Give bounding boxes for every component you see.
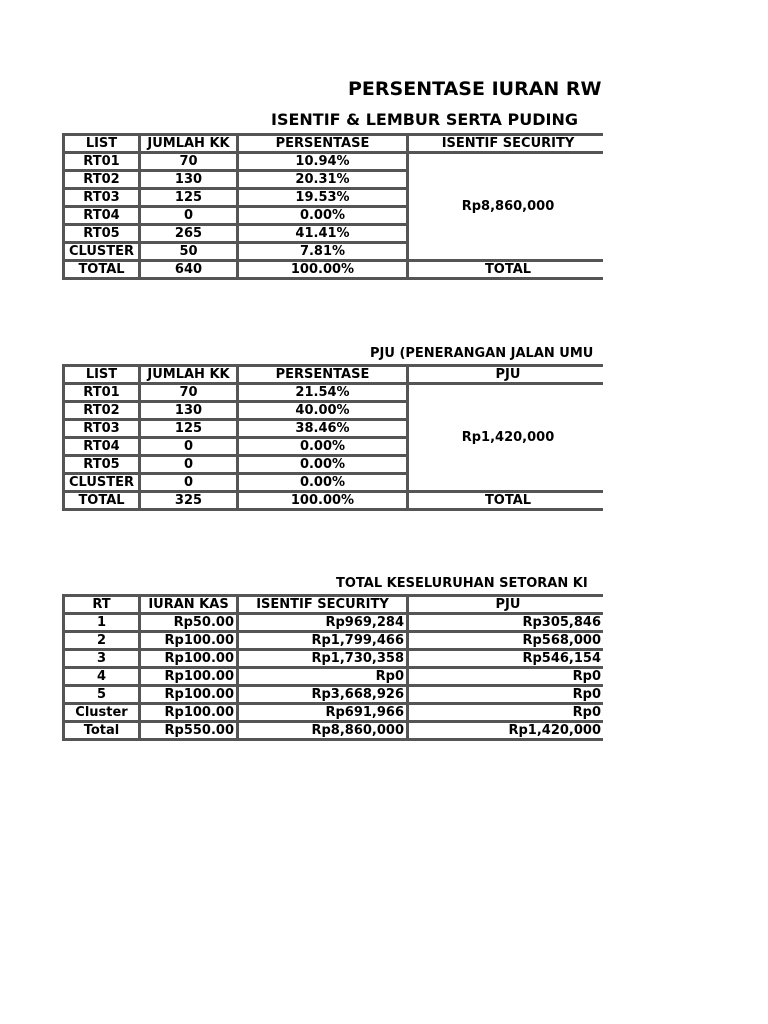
table-header-row [64,366,604,384]
list-cell: RT04 [64,438,140,456]
kk-cell: 130 [140,402,238,420]
pju-total-value: Rp1,420,000 [408,384,604,492]
isentif-cell: Rp1,730,358 [238,650,408,668]
isentif-security-table [62,133,603,280]
rt-cell: 5 [64,686,140,704]
header-cell: PERSENTASE [238,366,408,384]
iuran-kas-cell: Rp100.00 [140,686,238,704]
table-row [64,704,604,722]
table-total-row [64,722,604,740]
iuran-kas-cell: Rp100.00 [140,632,238,650]
list-cell: RT01 [64,153,140,171]
isentif-cell: Rp1,799,466 [238,632,408,650]
rt-cell: 1 [64,614,140,632]
header-cell: LIST [64,135,140,153]
kk-cell: 0 [140,438,238,456]
total-label: TOTAL [408,261,604,279]
pju-cell: Rp0 [408,686,604,704]
iuran-kas-cell: Rp50.00 [140,614,238,632]
list-cell: CLUSTER [64,243,140,261]
pju-cell: Rp0 [408,704,604,722]
total-percent: 100.00% [238,261,408,279]
rt-cell: 3 [64,650,140,668]
page-title: PERSENTASE IURAN RW [348,78,602,100]
percent-cell: 10.94% [238,153,408,171]
header-cell: PJU [408,596,604,614]
pju-table [62,364,603,511]
header-cell: PERSENTASE [238,135,408,153]
header-cell: IURAN KAS [140,596,238,614]
rt-cell: Cluster [64,704,140,722]
kk-cell: 125 [140,189,238,207]
header-cell: ISENTIF SECURITY [238,596,408,614]
table-header-row [64,135,604,153]
total-section-title: TOTAL KESELURUHAN SETORAN KI [336,576,588,591]
list-cell: RT05 [64,456,140,474]
total-percent: 100.00% [238,492,408,510]
list-cell: RT05 [64,225,140,243]
total-label: TOTAL [64,261,140,279]
list-cell: RT03 [64,420,140,438]
percent-cell: 19.53% [238,189,408,207]
table-row [64,153,604,171]
percent-cell: 41.41% [238,225,408,243]
percent-cell: 38.46% [238,420,408,438]
kk-cell: 130 [140,171,238,189]
table-total-row [64,492,604,510]
total-setoran-table [62,594,603,741]
rt-cell: 4 [64,668,140,686]
pju-section-title: PJU (PENERANGAN JALAN UMU [370,346,594,361]
list-cell: CLUSTER [64,474,140,492]
rt-cell: 2 [64,632,140,650]
isentif-cell: Rp8,860,000 [238,722,408,740]
table-row [64,632,604,650]
page-subtitle: ISENTIF & LEMBUR SERTA PUDING [271,110,578,129]
iuran-kas-cell: Rp100.00 [140,704,238,722]
total-kk: 325 [140,492,238,510]
iuran-kas-cell: Rp100.00 [140,668,238,686]
table-row [64,668,604,686]
list-cell: RT02 [64,171,140,189]
isentif-cell: Rp3,668,926 [238,686,408,704]
list-cell: RT02 [64,402,140,420]
isentif-total-value: Rp8,860,000 [408,153,604,261]
header-cell: JUMLAH KK [140,366,238,384]
kk-cell: 0 [140,474,238,492]
total-kk: 640 [140,261,238,279]
rt-cell: Total [64,722,140,740]
kk-cell: 70 [140,384,238,402]
header-cell: RT [64,596,140,614]
iuran-kas-cell: Rp550.00 [140,722,238,740]
isentif-cell: Rp969,284 [238,614,408,632]
table-row [64,650,604,668]
pju-cell: Rp1,420,000 [408,722,604,740]
table-row [64,686,604,704]
list-cell: RT01 [64,384,140,402]
percent-cell: 0.00% [238,207,408,225]
table-row [64,384,604,402]
kk-cell: 125 [140,420,238,438]
kk-cell: 265 [140,225,238,243]
total-label: TOTAL [408,492,604,510]
total-label: TOTAL [64,492,140,510]
percent-cell: 40.00% [238,402,408,420]
percent-cell: 7.81% [238,243,408,261]
header-cell: PJU [408,366,604,384]
list-cell: RT04 [64,207,140,225]
header-cell: ISENTIF SECURITY [408,135,604,153]
pju-cell: Rp0 [408,668,604,686]
table-header-row [64,596,604,614]
kk-cell: 0 [140,207,238,225]
pju-cell: Rp305,846 [408,614,604,632]
kk-cell: 70 [140,153,238,171]
kk-cell: 50 [140,243,238,261]
pju-cell: Rp546,154 [408,650,604,668]
list-cell: RT03 [64,189,140,207]
header-cell: JUMLAH KK [140,135,238,153]
iuran-kas-cell: Rp100.00 [140,650,238,668]
table-row [64,614,604,632]
percent-cell: 20.31% [238,171,408,189]
header-cell: LIST [64,366,140,384]
percent-cell: 0.00% [238,456,408,474]
pju-cell: Rp568,000 [408,632,604,650]
isentif-cell: Rp691,966 [238,704,408,722]
percent-cell: 0.00% [238,474,408,492]
table-total-row [64,261,604,279]
kk-cell: 0 [140,456,238,474]
isentif-cell: Rp0 [238,668,408,686]
percent-cell: 0.00% [238,438,408,456]
percent-cell: 21.54% [238,384,408,402]
